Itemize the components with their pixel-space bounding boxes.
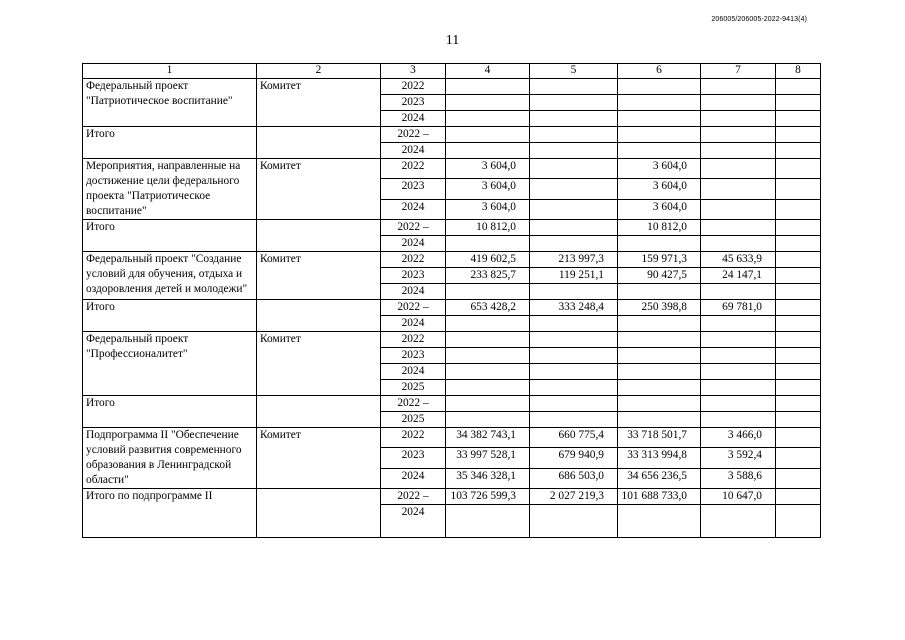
year-cell: 2023 xyxy=(381,95,446,111)
amount-cell-c6 xyxy=(618,127,701,143)
amount-cell-c5 xyxy=(530,236,618,252)
amount-cell-c4 xyxy=(446,332,530,348)
amount-cell-c6 xyxy=(618,412,701,428)
amount-cell-c7 xyxy=(701,364,776,380)
amount-cell-c7 xyxy=(701,505,776,538)
amount-cell-c5 xyxy=(530,127,618,143)
executor-cell xyxy=(257,127,381,159)
amount-cell-c8 xyxy=(776,79,821,95)
amount-cell-c4 xyxy=(446,380,530,396)
column-number-1: 1 xyxy=(83,64,257,79)
amount-cell-c6 xyxy=(618,364,701,380)
amount-cell-c7 xyxy=(701,111,776,127)
amount-cell-c5 xyxy=(530,199,618,219)
amount-cell-c8 xyxy=(776,505,821,538)
amount-cell-c8 xyxy=(776,348,821,364)
amount-cell-c6: 3 604,0 xyxy=(618,199,701,219)
amount-cell-c8 xyxy=(776,199,821,219)
executor-cell xyxy=(257,396,381,428)
amount-cell-c6 xyxy=(618,505,701,538)
amount-cell-c8 xyxy=(776,428,821,448)
amount-cell-c5 xyxy=(530,179,618,199)
column-number-2: 2 xyxy=(257,64,381,79)
amount-cell-c6: 10 812,0 xyxy=(618,220,701,236)
column-number-row xyxy=(83,64,821,79)
year-cell: 2023 xyxy=(381,179,446,199)
row-label: Федеральный проект "Патриотическое воспитание" xyxy=(83,79,257,127)
year-cell: 2024 xyxy=(381,364,446,380)
row-label: Итого xyxy=(83,396,257,428)
budget-table xyxy=(82,63,820,538)
amount-cell-c7 xyxy=(701,332,776,348)
amount-cell-c7 xyxy=(701,236,776,252)
amount-cell-c7: 24 147,1 xyxy=(701,268,776,284)
year-cell: 2024 xyxy=(381,111,446,127)
year-cell: 2023 xyxy=(381,348,446,364)
executor-cell: Комитет xyxy=(257,332,381,396)
table-row xyxy=(83,252,821,268)
amount-cell-c4 xyxy=(446,412,530,428)
amount-cell-c6 xyxy=(618,380,701,396)
amount-cell-c4 xyxy=(446,505,530,538)
table-row xyxy=(83,332,821,348)
amount-cell-c5 xyxy=(530,79,618,95)
column-number-8: 8 xyxy=(776,64,821,79)
year-cell: 2024 xyxy=(381,143,446,159)
amount-cell-c5: 679 940,9 xyxy=(530,448,618,468)
amount-cell-c5 xyxy=(530,332,618,348)
amount-cell-c7 xyxy=(701,179,776,199)
amount-cell-c5: 686 503,0 xyxy=(530,468,618,488)
table-row xyxy=(83,127,821,143)
amount-cell-c7 xyxy=(701,396,776,412)
column-number-4: 4 xyxy=(446,64,530,79)
amount-cell-c6 xyxy=(618,95,701,111)
amount-cell-c4 xyxy=(446,79,530,95)
amount-cell-c5 xyxy=(530,348,618,364)
amount-cell-c8 xyxy=(776,316,821,332)
amount-cell-c8 xyxy=(776,300,821,316)
amount-cell-c8 xyxy=(776,143,821,159)
amount-cell-c8 xyxy=(776,127,821,143)
year-cell: 2024 xyxy=(381,236,446,252)
amount-cell-c4: 10 812,0 xyxy=(446,220,530,236)
amount-cell-c8 xyxy=(776,236,821,252)
amount-cell-c6: 33 313 994,8 xyxy=(618,448,701,468)
year-cell: 2024 xyxy=(381,199,446,219)
year-cell: 2024 xyxy=(381,316,446,332)
amount-cell-c6: 3 604,0 xyxy=(618,179,701,199)
amount-cell-c5 xyxy=(530,380,618,396)
amount-cell-c8 xyxy=(776,179,821,199)
year-cell: 2022 xyxy=(381,159,446,179)
amount-cell-c6 xyxy=(618,316,701,332)
amount-cell-c4: 35 346 328,1 xyxy=(446,468,530,488)
year-cell: 2022 xyxy=(381,252,446,268)
amount-cell-c5: 333 248,4 xyxy=(530,300,618,316)
year-cell: 2022 – xyxy=(381,300,446,316)
amount-cell-c4 xyxy=(446,364,530,380)
amount-cell-c4 xyxy=(446,143,530,159)
executor-cell: Комитет xyxy=(257,428,381,489)
year-cell: 2022 – xyxy=(381,489,446,505)
executor-cell: Комитет xyxy=(257,252,381,300)
year-cell: 2023 xyxy=(381,448,446,468)
executor-cell xyxy=(257,220,381,252)
amount-cell-c5 xyxy=(530,364,618,380)
year-cell: 2022 – xyxy=(381,127,446,143)
amount-cell-c6 xyxy=(618,348,701,364)
executor-cell xyxy=(257,300,381,332)
amount-cell-c5: 119 251,1 xyxy=(530,268,618,284)
amount-cell-c7 xyxy=(701,95,776,111)
amount-cell-c6: 34 656 236,5 xyxy=(618,468,701,488)
amount-cell-c4: 33 997 528,1 xyxy=(446,448,530,468)
amount-cell-c7 xyxy=(701,220,776,236)
year-cell: 2024 xyxy=(381,284,446,300)
executor-cell: Комитет xyxy=(257,79,381,127)
amount-cell-c4 xyxy=(446,111,530,127)
amount-cell-c5 xyxy=(530,95,618,111)
year-cell: 2024 xyxy=(381,505,446,538)
column-number-7: 7 xyxy=(701,64,776,79)
amount-cell-c5 xyxy=(530,316,618,332)
amount-cell-c8 xyxy=(776,159,821,179)
amount-cell-c4 xyxy=(446,316,530,332)
amount-cell-c4 xyxy=(446,284,530,300)
amount-cell-c7 xyxy=(701,143,776,159)
table-row xyxy=(83,489,821,505)
table-row xyxy=(83,159,821,179)
year-cell: 2022 xyxy=(381,428,446,448)
amount-cell-c5: 660 775,4 xyxy=(530,428,618,448)
amount-cell-c6 xyxy=(618,284,701,300)
amount-cell-c4: 3 604,0 xyxy=(446,179,530,199)
table-row xyxy=(83,300,821,316)
amount-cell-c4 xyxy=(446,127,530,143)
amount-cell-c7 xyxy=(701,284,776,300)
table-row xyxy=(83,396,821,412)
amount-cell-c6 xyxy=(618,111,701,127)
amount-cell-c4: 419 602,5 xyxy=(446,252,530,268)
row-label: Мероприятия, направленные на достижение цели федерального проекта "Патриотическое воспитание" xyxy=(83,159,257,220)
amount-cell-c4 xyxy=(446,348,530,364)
amount-cell-c7: 3 592,4 xyxy=(701,448,776,468)
amount-cell-c8 xyxy=(776,489,821,505)
amount-cell-c6 xyxy=(618,332,701,348)
row-label: Федеральный проект "Создание условий для обучения, отдыха и оздоровления детей и молодежи" xyxy=(83,252,257,300)
amount-cell-c5 xyxy=(530,396,618,412)
amount-cell-c5: 213 997,3 xyxy=(530,252,618,268)
amount-cell-c4: 3 604,0 xyxy=(446,159,530,179)
amount-cell-c4: 653 428,2 xyxy=(446,300,530,316)
row-label: Итого xyxy=(83,127,257,159)
amount-cell-c5 xyxy=(530,159,618,179)
amount-cell-c8 xyxy=(776,95,821,111)
amount-cell-c5: 2 027 219,3 xyxy=(530,489,618,505)
column-number-3: 3 xyxy=(381,64,446,79)
table-row xyxy=(83,220,821,236)
amount-cell-c7 xyxy=(701,127,776,143)
amount-cell-c8 xyxy=(776,396,821,412)
amount-cell-c8 xyxy=(776,268,821,284)
year-cell: 2023 xyxy=(381,268,446,284)
amount-cell-c6: 90 427,5 xyxy=(618,268,701,284)
row-label: Итого xyxy=(83,300,257,332)
amount-cell-c6 xyxy=(618,143,701,159)
amount-cell-c6: 101 688 733,0 xyxy=(618,489,701,505)
amount-cell-c4: 3 604,0 xyxy=(446,199,530,219)
amount-cell-c6: 250 398,8 xyxy=(618,300,701,316)
year-cell: 2022 – xyxy=(381,396,446,412)
year-cell: 2022 – xyxy=(381,220,446,236)
amount-cell-c7: 10 647,0 xyxy=(701,489,776,505)
row-label: Итого по подпрограмме II xyxy=(83,489,257,538)
year-cell: 2022 xyxy=(381,332,446,348)
executor-cell xyxy=(257,489,381,538)
year-cell: 2025 xyxy=(381,380,446,396)
column-number-6: 6 xyxy=(618,64,701,79)
row-label: Итого xyxy=(83,220,257,252)
amount-cell-c8 xyxy=(776,412,821,428)
executor-cell: Комитет xyxy=(257,159,381,220)
amount-cell-c7: 45 633,9 xyxy=(701,252,776,268)
amount-cell-c7 xyxy=(701,380,776,396)
document-id: 206005/206005-2022-9413(4) xyxy=(711,16,807,23)
amount-cell-c6: 3 604,0 xyxy=(618,159,701,179)
amount-cell-c7: 3 466,0 xyxy=(701,428,776,448)
column-number-5: 5 xyxy=(530,64,618,79)
amount-cell-c8 xyxy=(776,252,821,268)
amount-cell-c5 xyxy=(530,505,618,538)
amount-cell-c7: 69 781,0 xyxy=(701,300,776,316)
year-cell: 2024 xyxy=(381,468,446,488)
amount-cell-c8 xyxy=(776,111,821,127)
amount-cell-c8 xyxy=(776,220,821,236)
amount-cell-c7 xyxy=(701,348,776,364)
amount-cell-c5 xyxy=(530,220,618,236)
page-number: 11 xyxy=(445,33,460,48)
amount-cell-c8 xyxy=(776,284,821,300)
row-label: Федеральный проект "Профессионалитет" xyxy=(83,332,257,396)
amount-cell-c7 xyxy=(701,199,776,219)
amount-cell-c6 xyxy=(618,79,701,95)
table-row xyxy=(83,428,821,448)
amount-cell-c4 xyxy=(446,95,530,111)
amount-cell-c8 xyxy=(776,448,821,468)
amount-cell-c8 xyxy=(776,364,821,380)
amount-cell-c5 xyxy=(530,284,618,300)
year-cell: 2025 xyxy=(381,412,446,428)
amount-cell-c4: 103 726 599,3 xyxy=(446,489,530,505)
row-label: Подпрограмма II "Обеспечение условий развития современного образования в Ленинградской области" xyxy=(83,428,257,489)
amount-cell-c7 xyxy=(701,79,776,95)
amount-cell-c8 xyxy=(776,468,821,488)
amount-cell-c8 xyxy=(776,380,821,396)
amount-cell-c6: 159 971,3 xyxy=(618,252,701,268)
amount-cell-c8 xyxy=(776,332,821,348)
amount-cell-c5 xyxy=(530,111,618,127)
amount-cell-c4: 34 382 743,1 xyxy=(446,428,530,448)
year-cell: 2022 xyxy=(381,79,446,95)
amount-cell-c4 xyxy=(446,236,530,252)
amount-cell-c6 xyxy=(618,236,701,252)
amount-cell-c7 xyxy=(701,316,776,332)
amount-cell-c6 xyxy=(618,396,701,412)
amount-cell-c7 xyxy=(701,412,776,428)
amount-cell-c4 xyxy=(446,396,530,412)
amount-cell-c4: 233 825,7 xyxy=(446,268,530,284)
table-row xyxy=(83,79,821,95)
amount-cell-c7: 3 588,6 xyxy=(701,468,776,488)
budget-table-grid xyxy=(82,63,821,538)
amount-cell-c7 xyxy=(701,159,776,179)
amount-cell-c5 xyxy=(530,143,618,159)
amount-cell-c6: 33 718 501,7 xyxy=(618,428,701,448)
amount-cell-c5 xyxy=(530,412,618,428)
